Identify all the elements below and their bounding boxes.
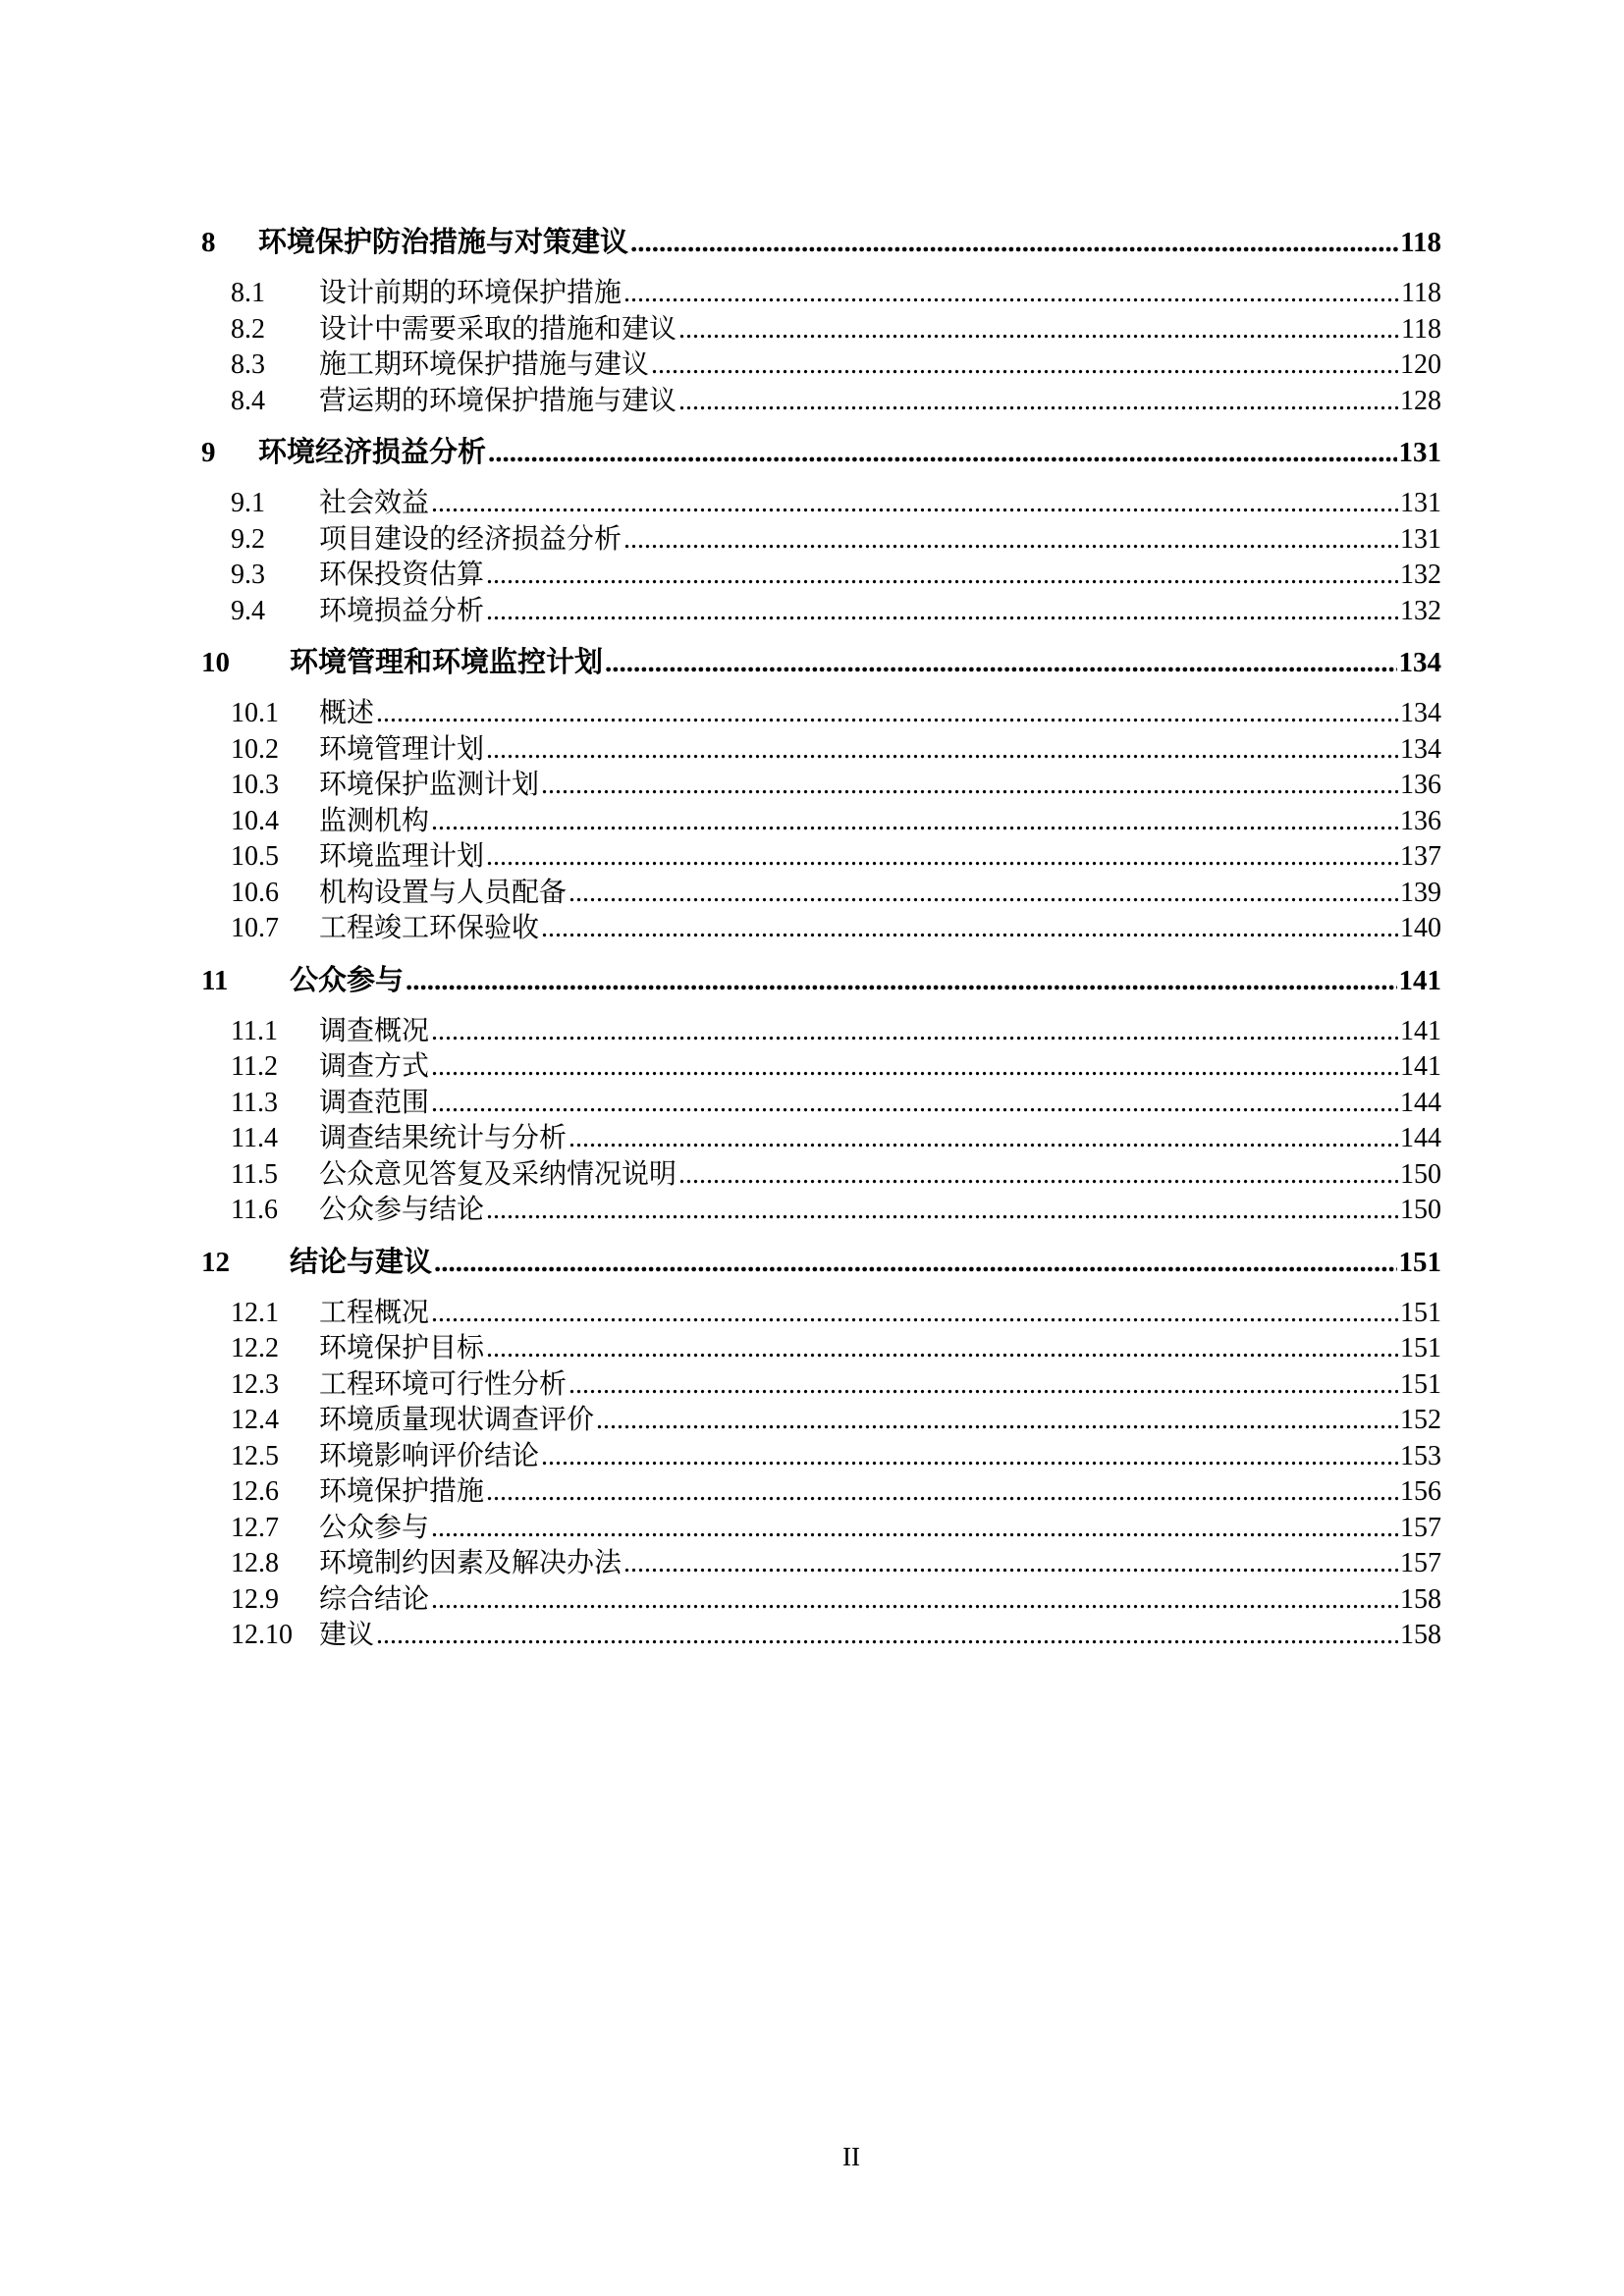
entry-title: 工程概况: [319, 1297, 430, 1328]
toc-entry-row[interactable]: [201, 1582, 1441, 1619]
chapter-number: 12: [201, 1246, 230, 1278]
entry-page-number: 152: [1400, 1405, 1441, 1435]
toc-entry-row[interactable]: [201, 732, 1441, 769]
entry-page-number: 128: [1400, 385, 1441, 416]
entry-title: 环境监理计划: [319, 841, 485, 872]
toc-section: [201, 222, 1441, 419]
dot-leader: [541, 911, 1398, 947]
entry-page-number: 151: [1400, 1333, 1441, 1363]
toc: [201, 222, 1441, 1654]
entry-number: 10.4: [231, 805, 279, 836]
entry-title: 项目建设的经济损益分析: [319, 523, 623, 555]
entry-page-number: 134: [1400, 733, 1441, 765]
toc-entry-row[interactable]: [201, 1121, 1441, 1157]
toc-entry-row[interactable]: [201, 1474, 1441, 1511]
toc-entry-row[interactable]: [201, 594, 1441, 630]
dot-leader: [406, 960, 1396, 1001]
toc-chapter-row[interactable]: [201, 432, 1441, 473]
entry-title: 调查概况: [319, 1015, 430, 1046]
entry-title: 调查方式: [319, 1051, 430, 1082]
dot-leader: [431, 804, 1398, 840]
entry-title: 工程环境可行性分析: [319, 1368, 568, 1400]
entry-title: 工程竣工环保验收: [319, 913, 540, 943]
dot-leader: [568, 876, 1398, 912]
entry-page-number: 139: [1400, 877, 1441, 908]
entry-number: 10.5: [231, 841, 279, 872]
entry-title: 环境保护目标: [319, 1333, 485, 1363]
entry-title: 营运期的环境保护措施与建议: [319, 385, 677, 416]
dot-leader: [486, 558, 1398, 594]
dot-leader: [431, 1049, 1398, 1086]
entry-page-number: 118: [1401, 313, 1441, 345]
chapter-page-number: 151: [1398, 1246, 1441, 1278]
entry-page-number: 120: [1400, 349, 1441, 380]
toc-section: [201, 1242, 1441, 1654]
entry-title: 调查范围: [319, 1087, 430, 1118]
chapter-title: 公众参与: [290, 964, 405, 996]
dot-leader: [486, 839, 1398, 876]
entry-page-number: 157: [1400, 1512, 1441, 1543]
entry-title: 环境质量现状调查评价: [319, 1405, 595, 1435]
entry-title: 公众意见答复及采纳情况说明: [319, 1158, 677, 1190]
dot-leader: [376, 1618, 1398, 1654]
dot-leader: [568, 1367, 1398, 1404]
entry-number: 12.6: [231, 1476, 279, 1507]
toc-entry-row[interactable]: [201, 1367, 1441, 1404]
toc-section-items: [201, 696, 1441, 947]
toc-entry-row[interactable]: [201, 1086, 1441, 1122]
entry-page-number: 132: [1400, 595, 1441, 626]
dot-leader: [431, 1014, 1398, 1050]
dot-leader: [431, 1086, 1398, 1122]
chapter-number: 8: [201, 227, 216, 258]
toc-entry-row[interactable]: [201, 1193, 1441, 1229]
dot-leader: [651, 347, 1398, 384]
toc-entry-row[interactable]: [201, 276, 1441, 312]
entry-page-number: 151: [1400, 1368, 1441, 1400]
toc-entry-row[interactable]: [201, 1618, 1441, 1654]
toc-entry-row[interactable]: [201, 1403, 1441, 1439]
entry-page-number: 150: [1400, 1195, 1441, 1225]
entry-title: 综合结论: [319, 1583, 430, 1615]
entry-page-number: 136: [1400, 770, 1441, 800]
toc-chapter-row[interactable]: [201, 1242, 1441, 1283]
toc-entry-row[interactable]: [201, 839, 1441, 876]
chapter-page-number: 134: [1398, 647, 1441, 678]
entry-number: 8.3: [231, 349, 265, 380]
toc-entry-row[interactable]: [201, 804, 1441, 840]
toc-chapter-row[interactable]: [201, 642, 1441, 683]
entry-title: 环境损益分析: [319, 595, 485, 626]
entry-number: 9.2: [231, 523, 265, 555]
dot-leader: [623, 522, 1398, 559]
entry-number: 12.2: [231, 1333, 279, 1363]
entry-title: 调查结果统计与分析: [319, 1123, 568, 1153]
entry-page-number: 131: [1400, 488, 1441, 518]
entry-number: 9.4: [231, 595, 265, 626]
entry-number: 8.1: [231, 278, 265, 308]
entry-number: 12.10: [231, 1620, 293, 1650]
dot-leader: [486, 1193, 1398, 1229]
entry-page-number: 150: [1400, 1158, 1441, 1190]
toc-entry-row[interactable]: [201, 347, 1441, 384]
toc-entry-row[interactable]: [201, 1014, 1441, 1050]
toc-chapter-row[interactable]: [201, 960, 1441, 1001]
toc-entry-row[interactable]: [201, 1157, 1441, 1194]
toc-section: [201, 960, 1441, 1229]
chapter-title: 环境保护防治措施与对策建议: [258, 227, 629, 258]
entry-title: 设计前期的环境保护措施: [319, 278, 623, 308]
toc-entry-row[interactable]: [201, 558, 1441, 594]
entry-title: 机构设置与人员配备: [319, 877, 568, 908]
entry-number: 12.8: [231, 1548, 279, 1578]
dot-leader: [486, 732, 1398, 769]
chapter-page-number: 141: [1398, 964, 1441, 996]
dot-leader: [431, 486, 1398, 522]
dot-leader: [488, 432, 1396, 473]
toc-section-items: [201, 276, 1441, 419]
entry-number: 11.3: [231, 1087, 278, 1118]
toc-chapter-row[interactable]: [201, 222, 1441, 263]
dot-leader: [678, 384, 1398, 420]
dot-leader: [486, 1331, 1398, 1367]
dot-leader: [630, 222, 1398, 263]
entry-title: 环境管理计划: [319, 733, 485, 765]
toc-entry-row[interactable]: [201, 696, 1441, 732]
page-footer-number: II: [842, 2142, 860, 2171]
toc-section-items: [201, 1014, 1441, 1229]
dot-leader: [623, 276, 1399, 312]
entry-number: 12.7: [231, 1512, 279, 1543]
entry-page-number: 153: [1400, 1440, 1441, 1471]
toc-entry-row[interactable]: [201, 1331, 1441, 1367]
entry-number: 10.2: [231, 733, 279, 765]
dot-leader: [431, 1511, 1398, 1547]
toc-entry-row[interactable]: [201, 876, 1441, 912]
chapter-title: 环境管理和环境监控计划: [290, 647, 604, 678]
toc-section-items: [201, 486, 1441, 629]
entry-number: 12.4: [231, 1405, 279, 1435]
entry-title: 概述: [319, 698, 375, 728]
dot-leader: [376, 696, 1398, 732]
entry-page-number: 158: [1400, 1583, 1441, 1615]
entry-number: 12.1: [231, 1297, 279, 1328]
dot-leader: [678, 312, 1399, 348]
entry-number: 10.7: [231, 913, 279, 943]
entry-title: 公众参与结论: [319, 1195, 485, 1225]
entry-page-number: 144: [1400, 1123, 1441, 1153]
entry-number: 12.9: [231, 1583, 279, 1615]
entry-number: 11.4: [231, 1123, 278, 1153]
chapter-page-number: 131: [1398, 437, 1441, 468]
entry-number: 12.3: [231, 1368, 279, 1400]
entry-title: 环境保护监测计划: [319, 770, 540, 800]
dot-leader: [678, 1157, 1398, 1194]
chapter-number: 11: [201, 964, 229, 996]
entry-page-number: 137: [1400, 841, 1441, 872]
entry-number: 11.6: [231, 1195, 278, 1225]
dot-leader: [486, 1474, 1398, 1511]
toc-entry-row[interactable]: [201, 911, 1441, 947]
entry-title: 环境制约因素及解决办法: [319, 1548, 623, 1578]
chapter-page-number: 118: [1400, 227, 1441, 258]
toc-entry-row[interactable]: [201, 1049, 1441, 1086]
entry-number: 10.3: [231, 770, 279, 800]
entry-page-number: 157: [1400, 1548, 1441, 1578]
entry-page-number: 141: [1400, 1015, 1441, 1046]
entry-page-number: 132: [1400, 560, 1441, 590]
dot-leader: [605, 642, 1396, 683]
entry-page-number: 151: [1400, 1297, 1441, 1328]
entry-page-number: 136: [1400, 805, 1441, 836]
entry-page-number: 134: [1400, 698, 1441, 728]
entry-title: 施工期环境保护措施与建议: [319, 349, 650, 380]
dot-leader: [596, 1403, 1398, 1439]
dot-leader: [486, 594, 1398, 630]
dot-leader: [623, 1546, 1398, 1582]
entry-title: 环保投资估算: [319, 560, 485, 590]
entry-title: 环境保护措施: [319, 1476, 485, 1507]
entry-page-number: 156: [1400, 1476, 1441, 1507]
toc-entry-row[interactable]: [201, 312, 1441, 348]
toc-entry-row[interactable]: [201, 522, 1441, 559]
entry-title: 公众参与: [319, 1512, 430, 1543]
dot-leader: [431, 1296, 1398, 1332]
entry-page-number: 158: [1400, 1620, 1441, 1650]
entry-page-number: 118: [1401, 278, 1441, 308]
entry-number: 11.5: [231, 1158, 278, 1190]
dot-leader: [541, 1439, 1398, 1475]
chapter-title: 结论与建议: [290, 1246, 433, 1278]
entry-title: 设计中需要采取的措施和建议: [319, 313, 677, 345]
toc-section-items: [201, 1296, 1441, 1654]
entry-page-number: 144: [1400, 1087, 1441, 1118]
dot-leader: [568, 1121, 1398, 1157]
entry-number: 9.3: [231, 560, 265, 590]
entry-title: 社会效益: [319, 488, 430, 518]
toc-section: [201, 432, 1441, 629]
entry-page-number: 141: [1400, 1051, 1441, 1082]
toc-entry-row[interactable]: [201, 1546, 1441, 1582]
toc-entry-row[interactable]: [201, 1296, 1441, 1332]
entry-title: 环境影响评价结论: [319, 1440, 540, 1471]
toc-section: [201, 642, 1441, 947]
entry-page-number: 131: [1400, 523, 1441, 555]
chapter-number: 10: [201, 647, 230, 678]
toc-entry-row[interactable]: [201, 384, 1441, 420]
dot-leader: [541, 768, 1398, 804]
entry-number: 11.1: [231, 1015, 278, 1046]
toc-entry-row[interactable]: [201, 486, 1441, 522]
toc-entry-row[interactable]: [201, 1439, 1441, 1475]
entry-number: 9.1: [231, 488, 265, 518]
toc-entry-row[interactable]: [201, 768, 1441, 804]
entry-number: 11.2: [231, 1051, 278, 1082]
entry-number: 12.5: [231, 1440, 279, 1471]
toc-entry-row[interactable]: [201, 1511, 1441, 1547]
dot-leader: [434, 1242, 1396, 1283]
entry-number: 8.2: [231, 313, 265, 345]
entry-number: 10.6: [231, 877, 279, 908]
entry-number: 8.4: [231, 385, 265, 416]
entry-number: 10.1: [231, 698, 279, 728]
entry-title: 建议: [319, 1620, 375, 1650]
chapter-number: 9: [201, 437, 216, 468]
entry-title: 监测机构: [319, 805, 430, 836]
entry-page-number: 140: [1400, 913, 1441, 943]
chapter-title: 环境经济损益分析: [258, 437, 487, 468]
dot-leader: [431, 1582, 1398, 1619]
